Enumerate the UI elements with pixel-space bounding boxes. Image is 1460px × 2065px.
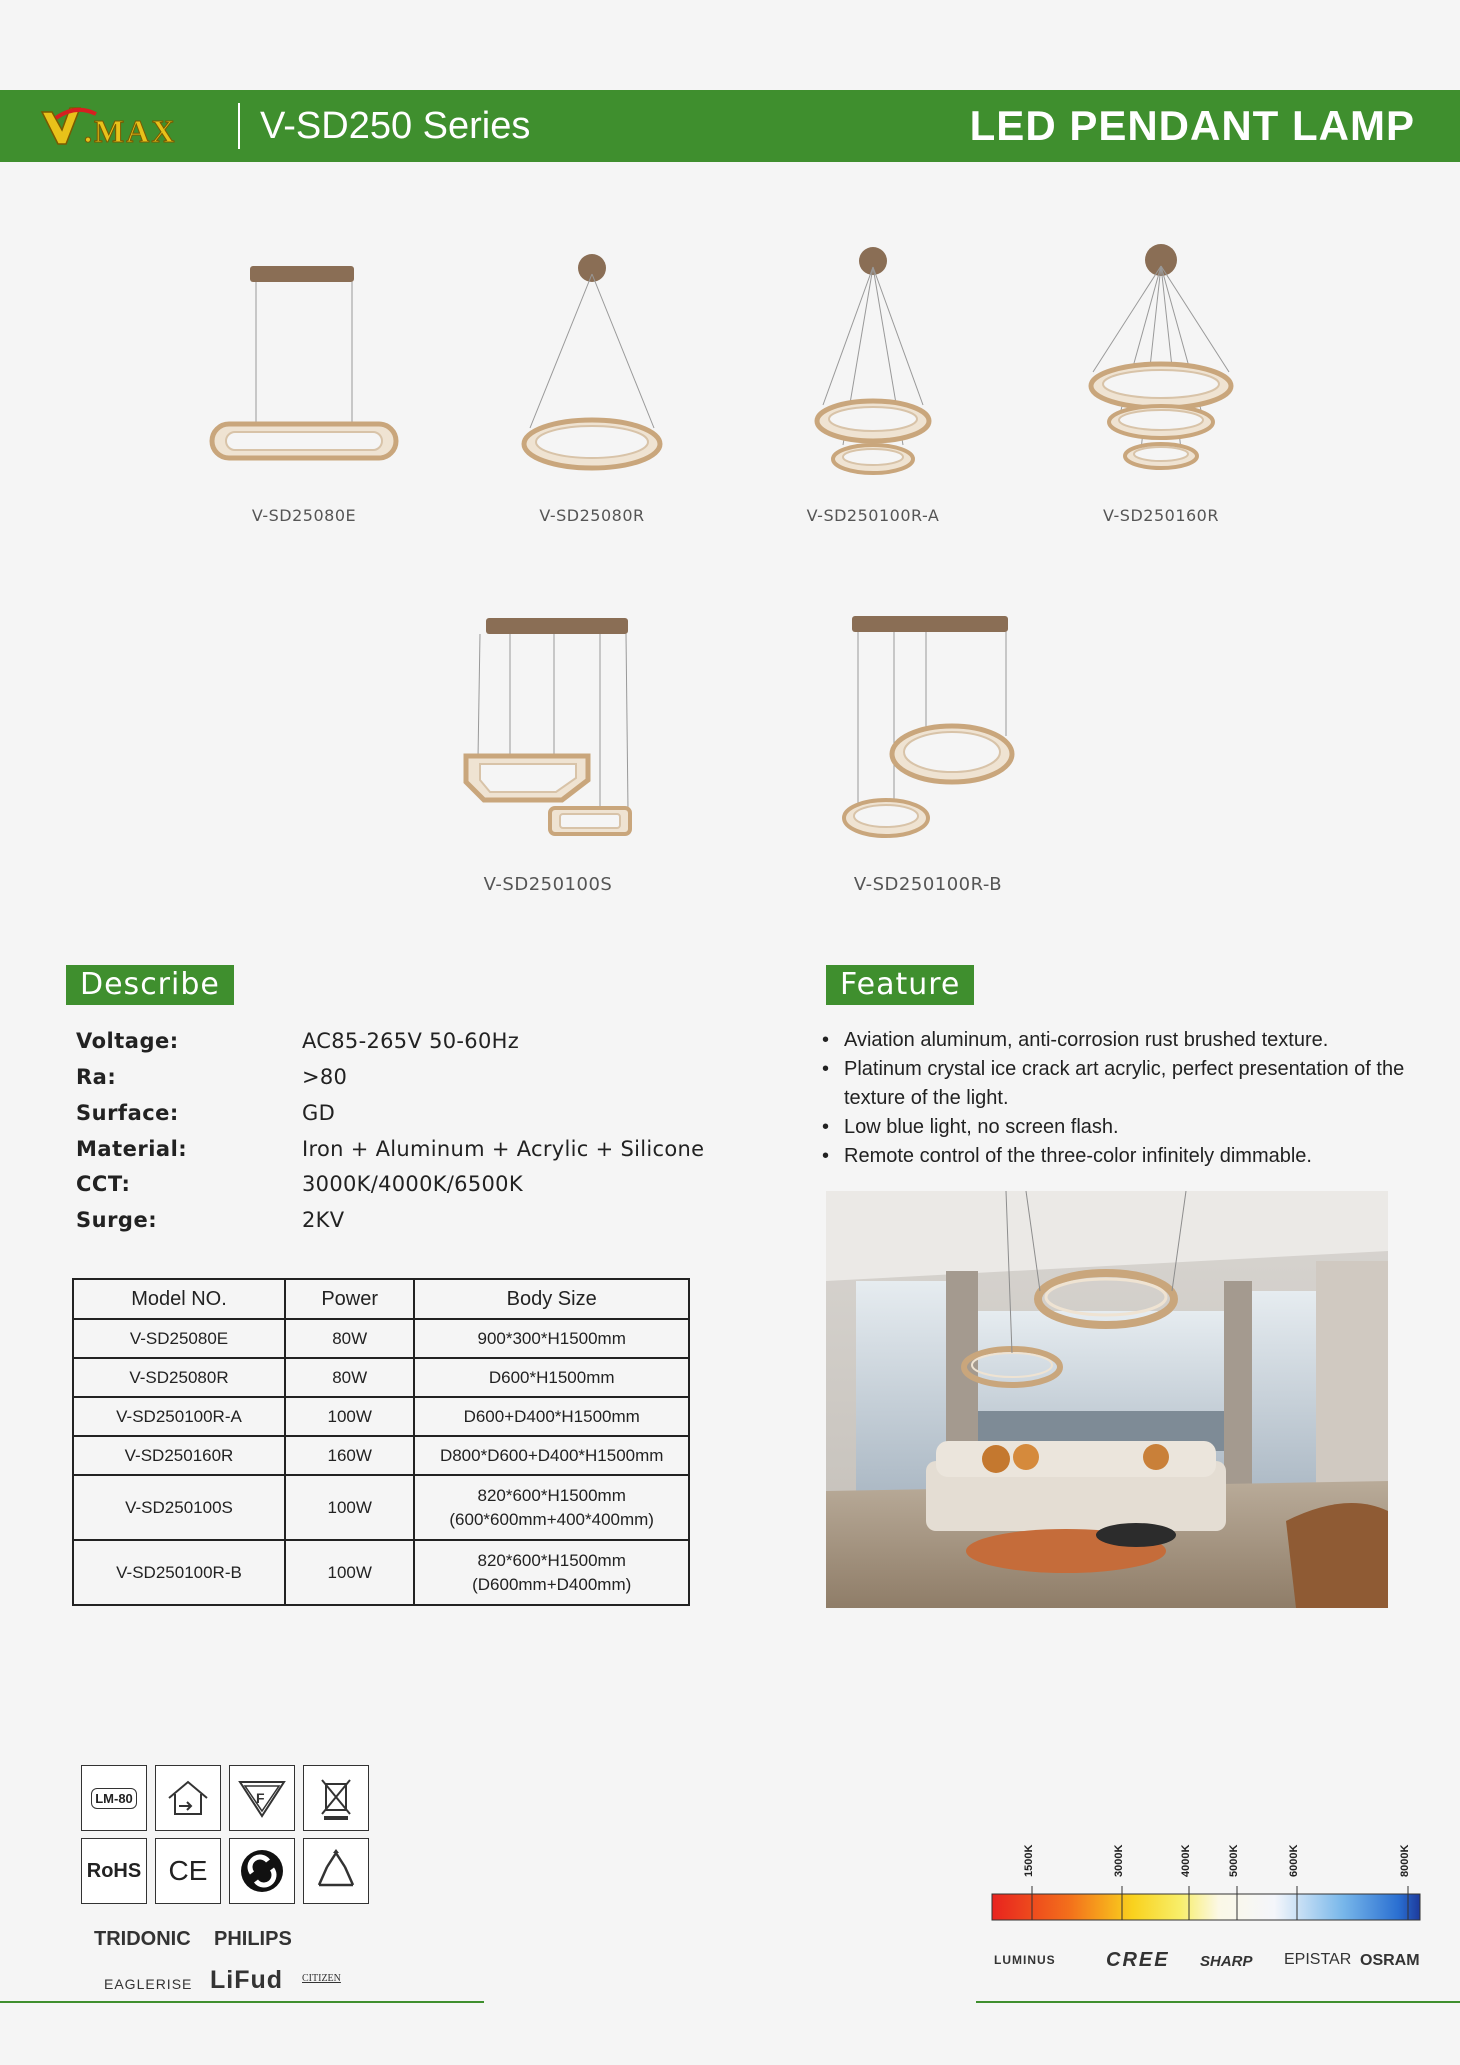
describe-title: Describe xyxy=(66,965,234,1005)
power-cell: 100W xyxy=(285,1475,414,1540)
spec-table xyxy=(72,1278,690,1606)
green-dot-icon xyxy=(229,1838,295,1904)
table-row xyxy=(73,1540,689,1605)
feature-item: • Remote control of the three-color infinitely dimmable. xyxy=(822,1142,1422,1171)
size-line: (D600mm+D400mm) xyxy=(472,1574,632,1594)
living-room-photo xyxy=(826,1191,1388,1608)
brand-sharp: SHARP xyxy=(1200,1953,1253,1970)
power-cell: 80W xyxy=(285,1319,414,1358)
rohs-label: RoHS xyxy=(86,1859,142,1882)
spec-row xyxy=(76,1208,716,1244)
vmax-logo xyxy=(36,100,222,152)
feature-item: • Low blue light, no screen flash. xyxy=(822,1113,1422,1142)
power-cell: 100W xyxy=(285,1397,414,1436)
single-ring-pendant-icon xyxy=(482,250,702,490)
product-label: V-SD25080E xyxy=(251,506,357,525)
spec-row xyxy=(76,1101,716,1137)
product-label: V-SD250100S xyxy=(483,874,613,895)
ce-icon xyxy=(155,1838,221,1904)
power-cell: 100W xyxy=(285,1540,414,1605)
svg-text:.MAX: .MAX xyxy=(84,113,177,149)
spec-value: 2KV xyxy=(302,1208,345,1232)
svg-text:F: F xyxy=(256,1790,265,1806)
brand-luminus: LUMINUS xyxy=(994,1953,1056,1967)
table-row xyxy=(73,1475,689,1540)
model-cell: V-SD250100S xyxy=(73,1475,285,1540)
model-cell: V-SD25080R xyxy=(73,1358,285,1397)
table-header-row xyxy=(73,1279,689,1319)
product-label: V-SD25080R xyxy=(539,506,645,525)
table-row xyxy=(73,1319,689,1358)
spec-row xyxy=(76,1172,716,1208)
spec-key: Ra: xyxy=(76,1065,117,1089)
spec-key: Surface: xyxy=(76,1101,179,1125)
spec-row xyxy=(76,1065,716,1101)
cct-tick-label: 3000K xyxy=(1113,1844,1125,1877)
feature-item: • Aviation aluminum, anti-corrosion rust brushed texture. xyxy=(822,1026,1422,1055)
spec-value: Iron + Aluminum + Acrylic + Silicone xyxy=(302,1137,705,1161)
size-line: 820*600*H1500mm xyxy=(477,1485,626,1505)
column-header: Model NO. xyxy=(73,1279,285,1319)
lm80-badge: LM-80 xyxy=(91,1788,137,1809)
model-cell: V-SD250100R-A xyxy=(73,1397,285,1436)
table-row xyxy=(73,1397,689,1436)
oval-ring-pendant-icon xyxy=(194,250,414,490)
spec-key: Surge: xyxy=(76,1208,158,1232)
cct-tick-label: 1500K xyxy=(1023,1844,1035,1877)
lm80-icon xyxy=(81,1765,147,1831)
cct-color-bar xyxy=(990,1878,1422,1926)
offset-double-ring-pendant-icon xyxy=(830,610,1030,850)
brand-philips: PHILIPS xyxy=(214,1928,292,1950)
size-cell: D600+D400*H1500mm xyxy=(414,1397,689,1436)
cct-tick-label: 4000K xyxy=(1180,1844,1192,1877)
product-label: V-SD250100R-B xyxy=(853,874,1003,895)
feature-title: Feature xyxy=(826,965,974,1005)
spec-key: Material: xyxy=(76,1137,188,1161)
spec-key: Voltage: xyxy=(76,1029,179,1053)
spec-value: AC85-265V 50-60Hz xyxy=(302,1029,520,1053)
spec-row xyxy=(76,1029,716,1065)
spec-value: GD xyxy=(302,1101,336,1125)
model-cell: V-SD250160R xyxy=(73,1436,285,1475)
size-cell: 900*300*H1500mm xyxy=(414,1319,689,1358)
weee-icon xyxy=(303,1765,369,1831)
double-square-pendant-icon xyxy=(450,610,650,850)
f-mark-icon xyxy=(229,1765,295,1831)
brand-lifud: LiFud xyxy=(210,1966,284,1994)
header-separator xyxy=(238,103,240,149)
brand-eaglerise: EAGLERISE xyxy=(104,1976,193,1992)
double-ring-pendant-icon xyxy=(763,245,983,485)
ce-label: CE xyxy=(168,1855,208,1886)
spec-row xyxy=(76,1137,716,1173)
table-row xyxy=(73,1436,689,1475)
footer-line-right xyxy=(976,2001,1460,2003)
indoor-icon xyxy=(155,1765,221,1831)
size-cell xyxy=(414,1540,689,1605)
spec-value: 3000K/4000K/6500K xyxy=(302,1172,523,1196)
brand-epistar: EPISTAR xyxy=(1284,1951,1352,1968)
size-cell xyxy=(414,1475,689,1540)
cct-tick-label: 5000K xyxy=(1228,1844,1240,1877)
triple-ring-pendant-icon xyxy=(1051,240,1271,480)
product-label: V-SD250100R-A xyxy=(806,506,940,525)
footer-line-left xyxy=(0,2001,484,2003)
cct-tick-label: 6000K xyxy=(1288,1844,1300,1877)
page-title: LED PENDANT LAMP xyxy=(969,102,1415,149)
size-cell: D600*H1500mm xyxy=(414,1358,689,1397)
product-label: V-SD250160R xyxy=(1103,506,1219,525)
size-line: 820*600*H1500mm xyxy=(477,1550,626,1570)
model-cell: V-SD25080E xyxy=(73,1319,285,1358)
brand-tridonic: TRIDONIC xyxy=(94,1928,191,1950)
spec-value: >80 xyxy=(302,1065,348,1089)
cct-tick-label: 8000K xyxy=(1399,1844,1411,1877)
size-line: (600*600mm+400*400mm) xyxy=(449,1509,654,1529)
brand-cree: CREE xyxy=(1106,1949,1170,1971)
recycle-icon xyxy=(303,1838,369,1904)
rohs-icon xyxy=(81,1838,147,1904)
feature-item: • Platinum crystal ice crack art acrylic, perfect presentation of the texture of the light. xyxy=(822,1055,1422,1113)
column-header: Power xyxy=(285,1279,414,1319)
model-cell: V-SD250100R-B xyxy=(73,1540,285,1605)
spec-key: CCT: xyxy=(76,1172,131,1196)
size-cell: D800*D600+D400*H1500mm xyxy=(414,1436,689,1475)
series-title: V-SD250 Series xyxy=(260,105,531,147)
column-header: Body Size xyxy=(414,1279,689,1319)
power-cell: 160W xyxy=(285,1436,414,1475)
power-cell: 80W xyxy=(285,1358,414,1397)
table-row xyxy=(73,1358,689,1397)
feature-list xyxy=(822,1026,1422,1171)
brand-osram: OSRAM xyxy=(1360,1952,1420,1969)
brand-citizen: CITIZEN xyxy=(302,1973,341,1984)
